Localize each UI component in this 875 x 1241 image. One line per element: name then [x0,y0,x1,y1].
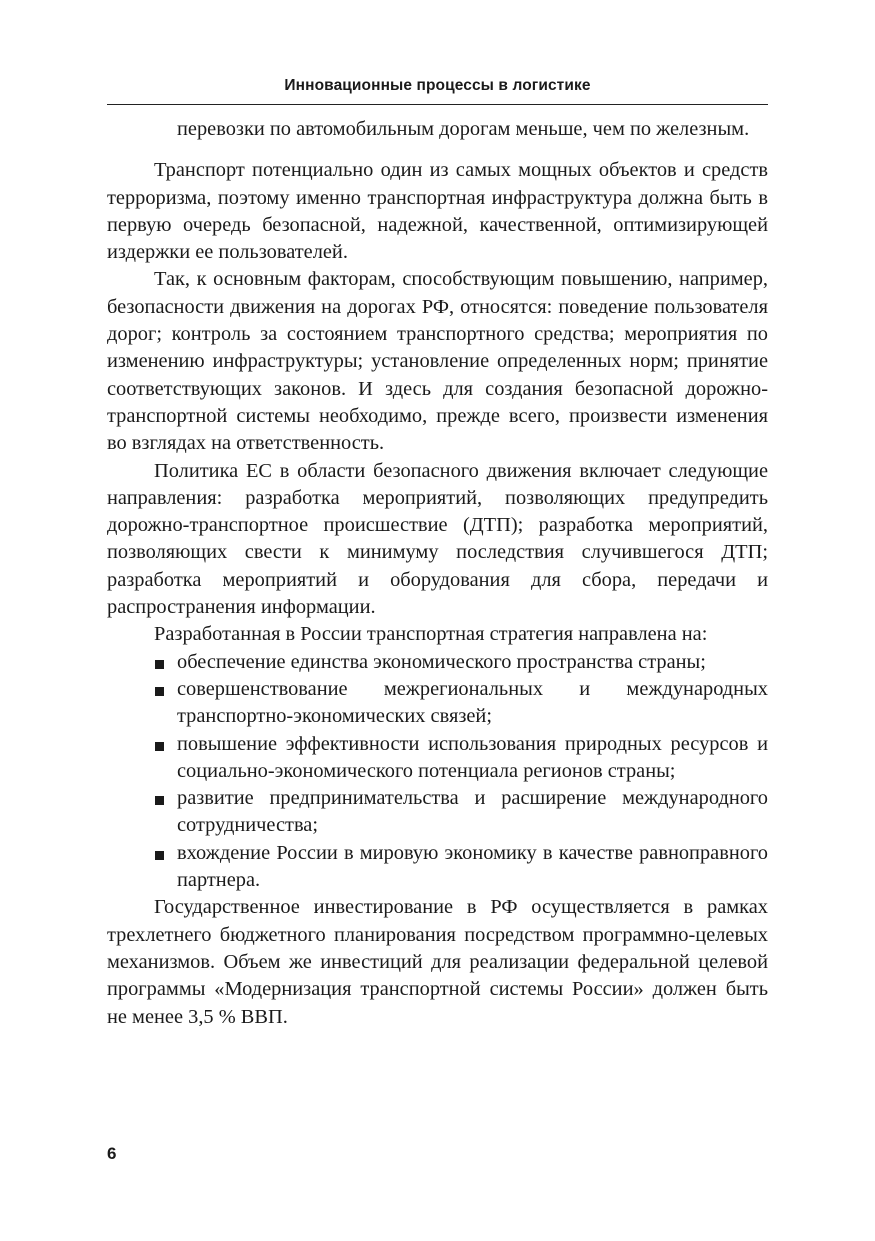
list-item-text: развитие предпринимательства и расширение международного сотрудничества; [177,787,768,837]
running-header-title: Инновационные процессы в логистике [284,77,591,94]
paragraph: Транспорт потенциально один из самых мощных объектов и средств терроризма, поэтому именно транспортная инфраструктура должна быть в первую очередь безопасной, надежной, качественной, оптимизирующей издержки ее пользователей. [107,159,768,264]
list-item [107,676,768,731]
closing-paragraph: Государственное инвестирование в РФ осуществляется в рамках трехлетнего бюджетного планирования посредством программно-целевых механизмов. Объем же инвестиций для реализации федеральной целевой программы «Модернизация транспортной системы России» должен быть не менее 3,5 % ВВП. [107,896,768,1028]
bullet-list [107,649,768,895]
paragraph-continuation: перевозки по автомобильным дорогам меньше, чем по железным. [177,118,750,140]
list-item-text: совершенствование межрегиональных и международных транспортно-экономических связей; [177,677,768,728]
list-item [107,649,768,676]
paragraph: Так, к основным факторам, способствующим повышению, например, безопасности движения на дорогах РФ, относятся: поведение пользователя дорог; контроль за состоянием транспортного средства; мероприятия по изменению инфраструктуры; установление определенных норм; принятие соответствующих законов. И здесь для создания безопасной дорожно-транспортной системы необходимо, прежде всего, произвести изменения во взглядах на ответственность. [107,268,768,455]
running-header [107,74,768,105]
page-body [107,116,768,1031]
list-item [107,785,768,840]
square-bullet-icon [155,796,164,805]
square-bullet-icon [155,742,164,751]
page-number: 6 [107,1144,117,1163]
list-intro-paragraph: Разработанная в России транспортная стратегия направлена на: [154,623,708,646]
list-item-text: обеспечение единства экономического пространства страны; [177,650,706,673]
list-item [107,840,768,895]
list-item-text: повышение эффективности использования природных ресурсов и социально-экономического потенциала регионов страны; [177,732,768,782]
list-item-text: вхождение России в мировую экономику в качестве равноправного партнера. [177,841,768,892]
square-bullet-icon [155,851,164,860]
paragraph: Политика ЕС в области безопасного движения включает следующие направления: разработка мероприятий, позволяющих предупредить дорожно-транспортное происшествие (ДТП); разработка мероприятий, позволяющих свести к минимуму последствия случившегося ДТП; разработка мероприятий и оборудования для сбора, передачи и распространения информации. [107,459,768,619]
square-bullet-icon [155,687,164,696]
square-bullet-icon [155,660,164,669]
list-item [107,731,768,786]
